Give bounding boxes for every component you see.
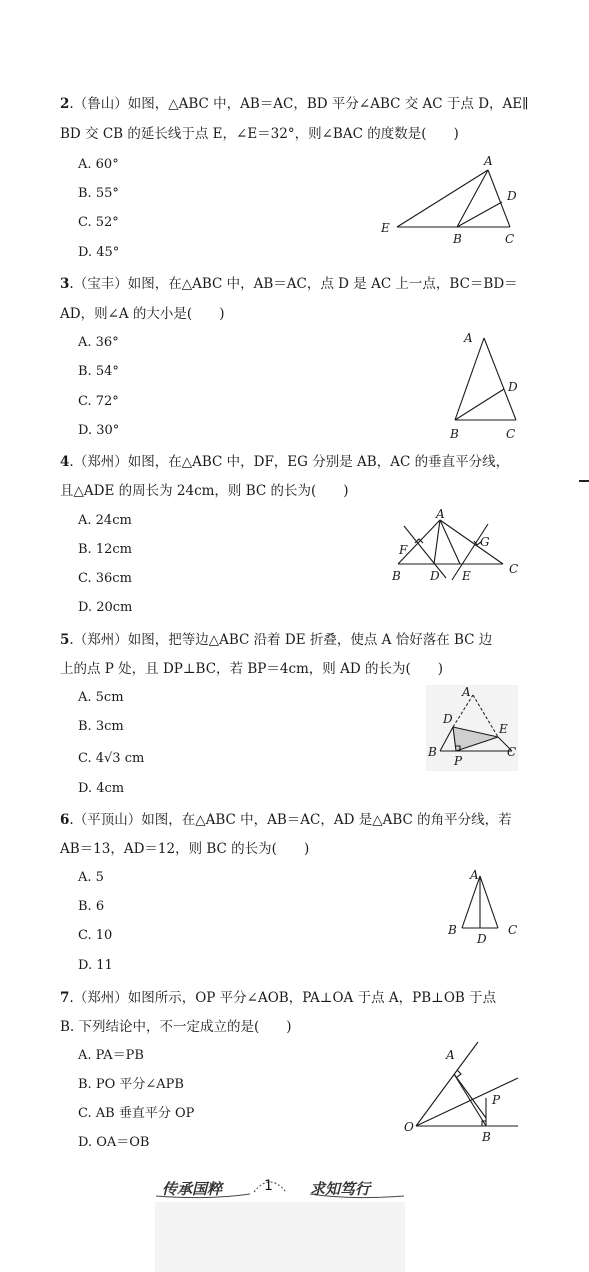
question-5-line2: 上的点 P 处，且 DP⊥BC，若 BP＝4cm，则 AD 的长为( ) (60, 661, 443, 677)
question-2-option-b: B. 55° (78, 186, 119, 201)
svg-text:B: B (392, 569, 401, 583)
question-2-line2: BD 交 CB 的延长线于点 E，∠E＝32°，则∠BAC 的度数是( ) (60, 126, 459, 142)
question-2-option-d: D. 45° (78, 245, 120, 260)
svg-text:D: D (430, 569, 440, 583)
svg-text:O: O (404, 1120, 414, 1134)
svg-text:E: E (462, 569, 471, 583)
question-4-figure (388, 506, 528, 588)
question-7-option-b: B. PO 平分∠APB (78, 1077, 184, 1092)
svg-text:D: D (477, 932, 487, 946)
svg-text:B: B (482, 1130, 491, 1144)
question-3-option-a: A. 36° (78, 335, 119, 350)
svg-text:A: A (464, 331, 473, 345)
svg-text:A: A (446, 1048, 455, 1062)
footer-shade (155, 1202, 405, 1272)
svg-text:A: A (436, 507, 445, 521)
question-3-figure (440, 326, 530, 446)
svg-text:A: A (470, 868, 479, 882)
page-footer (150, 1170, 410, 1204)
question-4-option-a: A. 24cm (78, 513, 132, 528)
question-7-figure (400, 1040, 525, 1150)
svg-text:C: C (509, 562, 519, 576)
svg-text:B: B (448, 923, 457, 937)
svg-text:C: C (505, 232, 515, 246)
svg-text:D: D (507, 189, 517, 203)
svg-text:B: B (453, 232, 462, 246)
question-5-figure (426, 685, 518, 771)
question-6-line1: 6.（平顶山）如图，在△ABC 中，AB＝AC，AD 是△ABC 的角平分线，若 (60, 812, 512, 828)
question-6-figure (440, 862, 530, 948)
question-4-option-d: D. 20cm (78, 600, 133, 615)
question-4-option-c: C. 36cm (78, 571, 132, 586)
question-3-line1: 3.（宝丰）如图，在△ABC 中，AB＝AC，点 D 是 AC 上一点，BC＝BD＝ (60, 276, 518, 292)
svg-text:B: B (428, 745, 437, 759)
question-4-line1: 4.（郑州）如图，在△ABC 中，DF，EG 分别是 AB，AC 的垂直平分线， (60, 454, 510, 470)
question-3-option-d: D. 30° (78, 423, 120, 438)
question-2-option-c: C. 52° (78, 215, 119, 230)
svg-text:B: B (450, 427, 459, 441)
question-5-option-b: B. 3cm (78, 719, 124, 734)
page-edge-mark (579, 480, 589, 482)
question-7-option-d: D. OA＝OB (78, 1135, 150, 1150)
question-5-option-c: C. 4√3 cm (78, 751, 145, 766)
svg-text:P: P (492, 1093, 501, 1107)
svg-text:A: A (462, 685, 471, 699)
question-7-line2: B. 下列结论中，不一定成立的是( ) (60, 1019, 292, 1035)
footer-slogan-right: 求知笃行 (310, 1180, 371, 1198)
svg-text:D: D (443, 712, 453, 726)
question-3-option-b: B. 54° (78, 364, 119, 379)
question-6-option-d: D. 11 (78, 958, 113, 973)
question-2-figure (375, 150, 525, 250)
question-6-option-c: C. 10 (78, 928, 113, 943)
svg-text:E: E (499, 722, 508, 736)
svg-text:A: A (484, 154, 493, 168)
page-number: 1 (264, 1178, 273, 1194)
svg-text:D: D (508, 380, 518, 394)
question-7-option-c: C. AB 垂直平分 OP (78, 1106, 195, 1121)
question-3-option-c: C. 72° (78, 394, 119, 409)
question-7-line1: 7.（郑州）如图所示，OP 平分∠AOB，PA⊥OA 于点 A，PB⊥OB 于点 (60, 990, 497, 1006)
question-6-option-a: A. 5 (78, 870, 104, 885)
question-5-option-d: D. 4cm (78, 781, 125, 796)
footer-slogan-left: 传承国粹 (162, 1180, 223, 1198)
svg-text:F: F (399, 543, 408, 557)
svg-text:C: C (508, 923, 518, 937)
svg-text:C: C (507, 745, 517, 759)
question-4-line2: 且△ADE 的周长为 24cm，则 BC 的长为( ) (60, 483, 349, 499)
question-2-line1: 2.（鲁山）如图，△ABC 中，AB＝AC，BD 平分∠ABC 交 AC 于点 D，AE∥ (60, 96, 529, 112)
svg-text:G: G (480, 535, 490, 549)
question-7-option-a: A. PA＝PB (78, 1048, 144, 1063)
question-6-line2: AB＝13，AD＝12，则 BC 的长为( ) (60, 841, 310, 857)
question-3-line2: AD，则∠A 的大小是( ) (60, 306, 225, 322)
question-5-line1: 5.（郑州）如图，把等边△ABC 沿着 DE 折叠，使点 A 恰好落在 BC 边 (60, 632, 493, 648)
svg-text:E: E (381, 221, 390, 235)
question-5-option-a: A. 5cm (78, 690, 124, 705)
svg-text:P: P (454, 754, 463, 768)
question-6-option-b: B. 6 (78, 899, 105, 914)
svg-text:C: C (506, 427, 516, 441)
question-2-option-a: A. 60° (78, 157, 119, 172)
question-4-option-b: B. 12cm (78, 542, 132, 557)
